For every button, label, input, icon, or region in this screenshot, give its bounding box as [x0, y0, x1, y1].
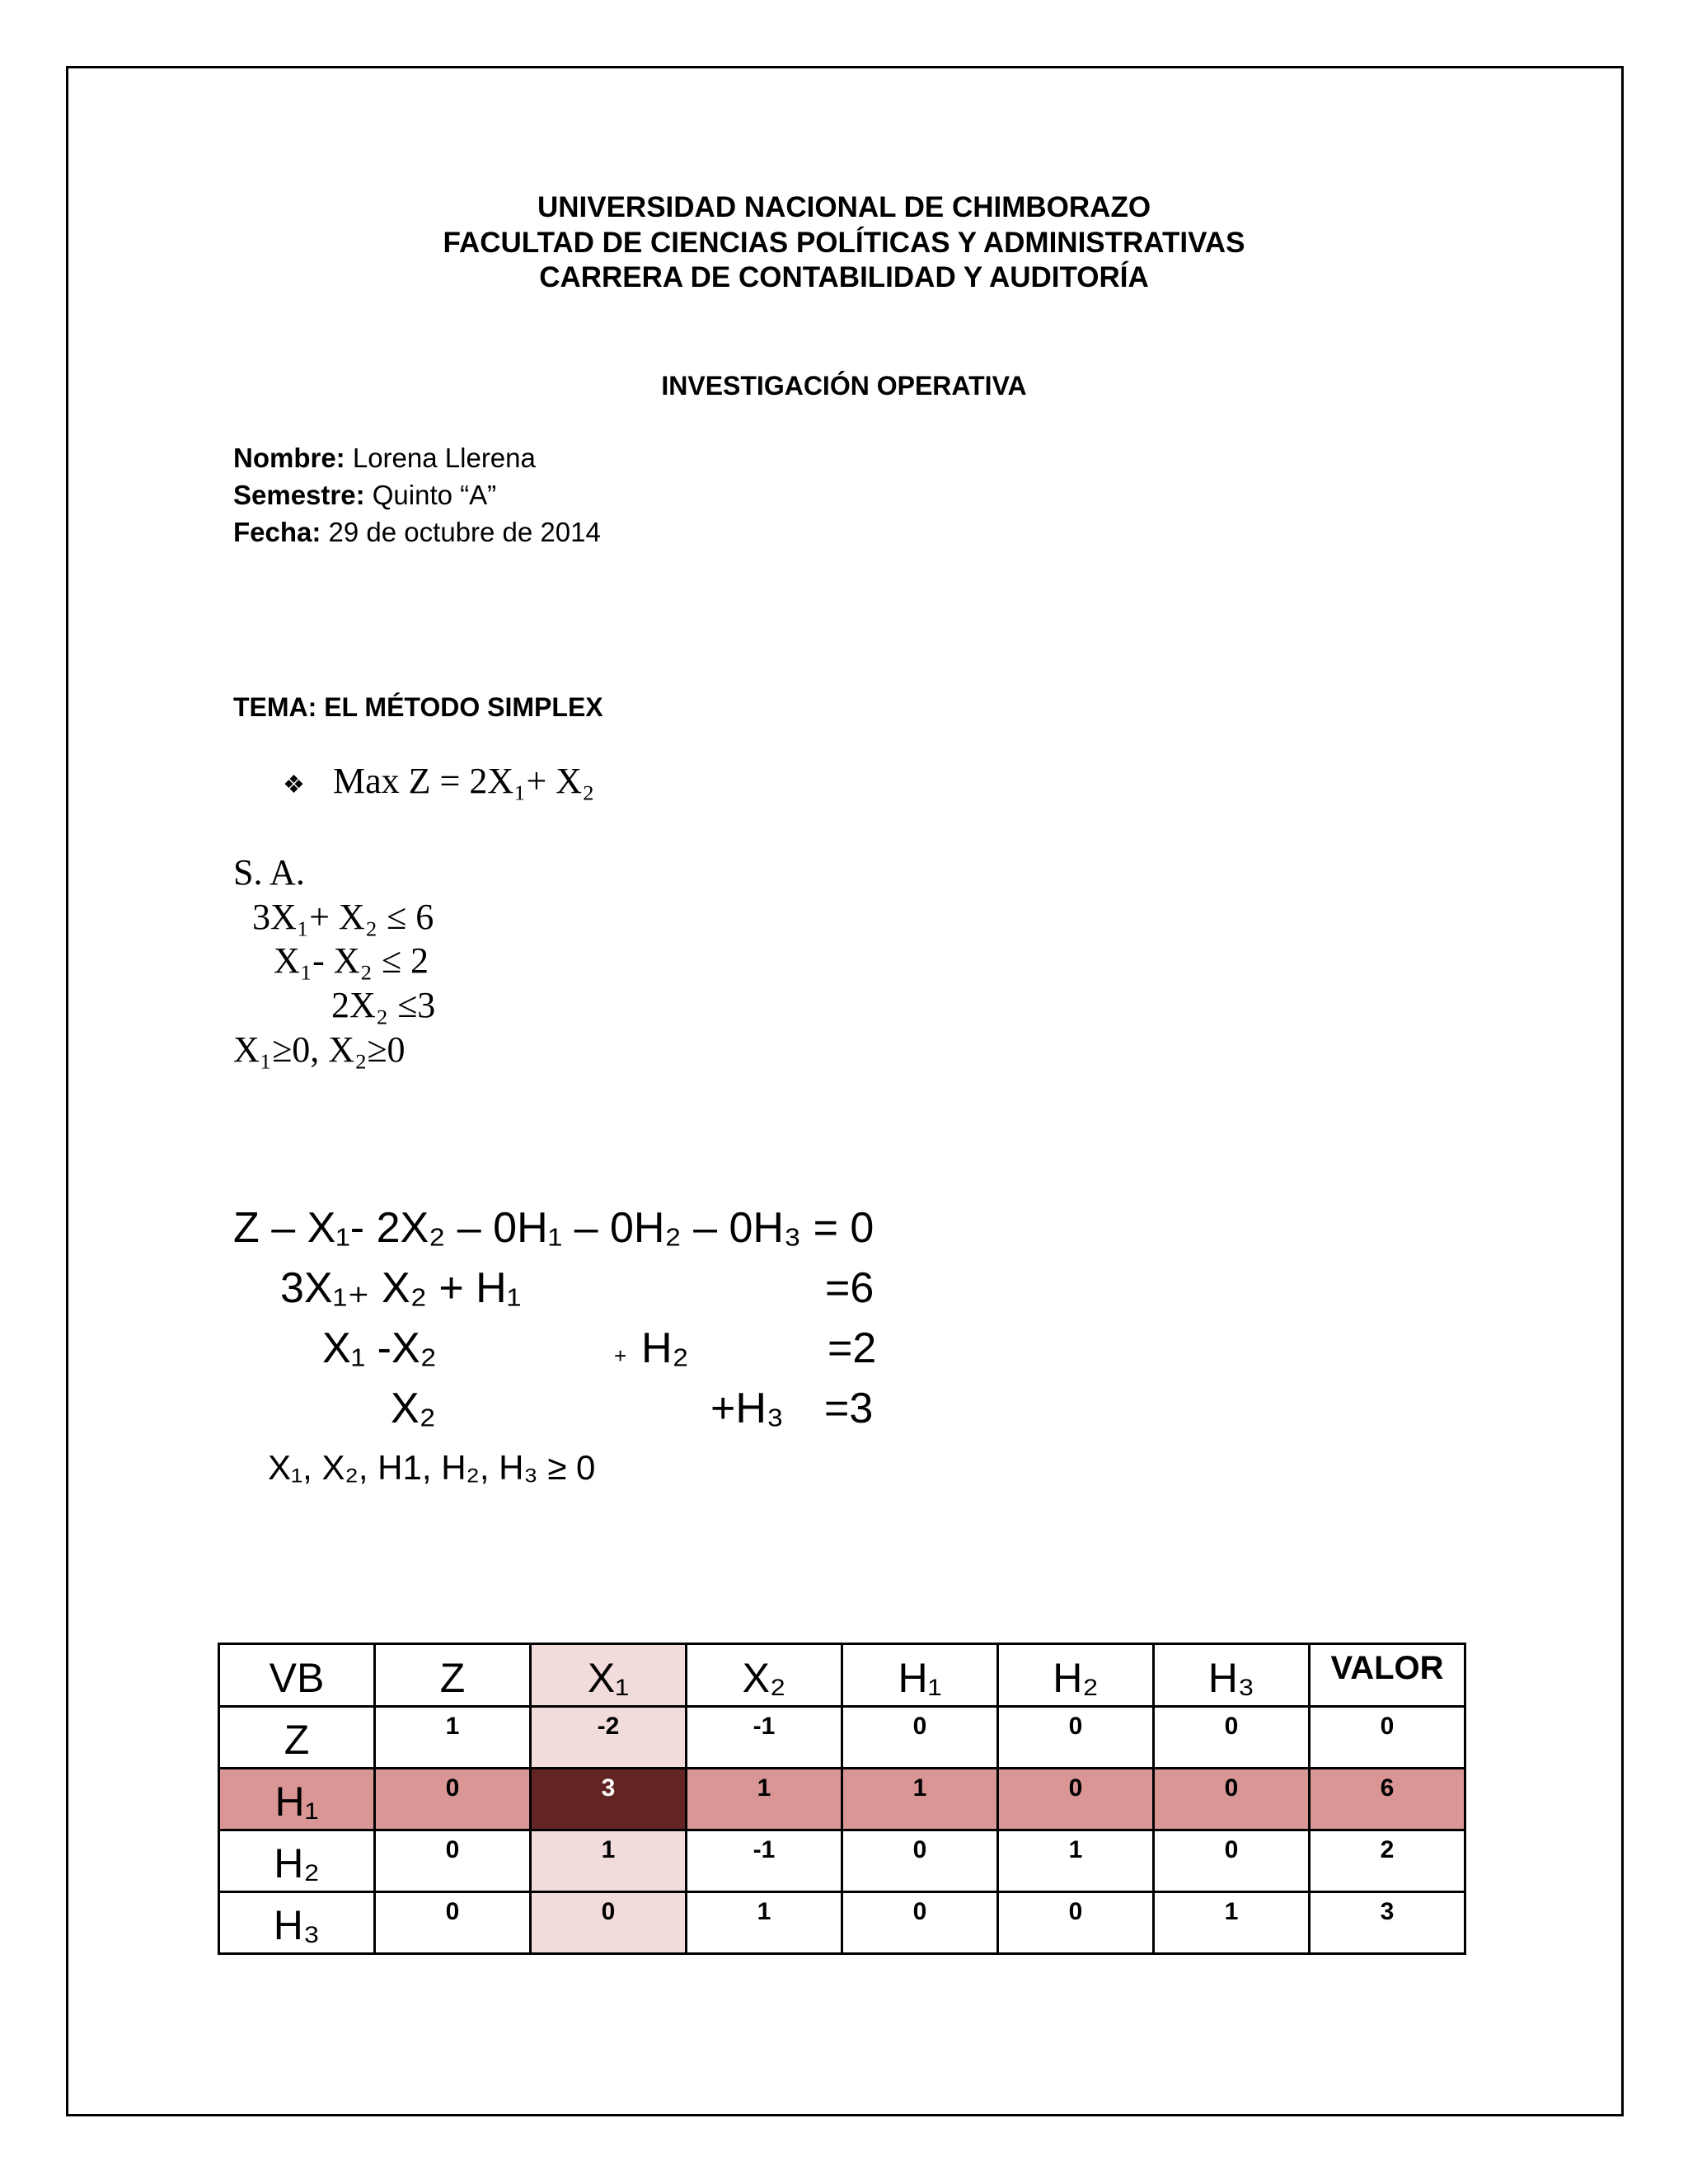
table-cell: 3 — [1310, 1892, 1465, 1954]
semester-line — [233, 480, 496, 511]
basic-variable-cell: H₂ — [219, 1830, 375, 1892]
table-cell: 0 — [375, 1892, 531, 1954]
table-cell: 0 — [1310, 1707, 1465, 1769]
nonnegativity-constraint: X₁≥0, X₂≥0 — [233, 1029, 406, 1070]
header-cell: X₂ — [687, 1644, 842, 1707]
table-cell: 1 — [687, 1892, 842, 1954]
basic-variable-cell: H₁ — [219, 1769, 375, 1830]
name-line — [233, 443, 536, 474]
table-cell: 1 — [687, 1769, 842, 1830]
topic-heading: TEMA: EL MÉTODO SIMPLEX — [233, 692, 603, 722]
constraint-2: X₁- X₂ ≤ 2 — [274, 940, 429, 981]
pivot-cell: 3 — [531, 1769, 687, 1830]
table-cell: 0 — [842, 1892, 998, 1954]
date-label: Fecha: — [233, 517, 321, 547]
pivot-row — [219, 1769, 1465, 1830]
table-cell: 0 — [375, 1830, 531, 1892]
table-cell: 0 — [1154, 1769, 1310, 1830]
std-row-2-slack: H₂ — [641, 1324, 689, 1372]
name-value: Lorena Llerena — [345, 443, 536, 473]
tableau-header-row — [219, 1644, 1465, 1707]
table-row — [219, 1830, 1465, 1892]
faculty-title: FACULTAD DE CIENCIAS POLÍTICAS Y ADMINISTRATIVAS — [443, 227, 1245, 259]
table-cell: 1 — [1154, 1892, 1310, 1954]
basic-variable-cell: H₃ — [219, 1892, 375, 1954]
semester-label: Semestre: — [233, 480, 365, 510]
career-title: CARRERA DE CONTABILIDAD Y AUDITORÍA — [539, 261, 1149, 293]
std-row-3-slack: +H₃ — [710, 1385, 785, 1432]
header-cell: H₁ — [842, 1644, 998, 1707]
basic-variable-cell: Z — [219, 1707, 375, 1769]
std-row-3-rhs: =3 — [824, 1385, 874, 1432]
constraint-3: 2X₂ ≤3 — [331, 985, 436, 1025]
table-cell: 0 — [1154, 1830, 1310, 1892]
bullet-icon: ❖ — [283, 771, 305, 799]
table-cell: 0 — [531, 1892, 687, 1954]
table-cell: 1 — [375, 1707, 531, 1769]
table-cell: 0 — [998, 1769, 1154, 1830]
table-cell: 1 — [998, 1830, 1154, 1892]
table-cell: 2 — [1310, 1830, 1465, 1892]
table-cell: -1 — [687, 1707, 842, 1769]
table-cell: 0 — [1154, 1707, 1310, 1769]
std-row-2-lhs: X₁ -X₂ — [322, 1324, 437, 1372]
university-title: UNIVERSIDAD NACIONAL DE CHIMBORAZO — [537, 191, 1151, 223]
header-cell: Z — [375, 1644, 531, 1707]
table-row — [219, 1707, 1465, 1769]
std-nonnegativity: X₁, X₂, H1, H₂, H₃ ≥ 0 — [268, 1448, 596, 1487]
std-row-2-rhs: =2 — [828, 1324, 877, 1372]
table-cell: -1 — [687, 1830, 842, 1892]
semester-value: Quinto “A” — [364, 480, 497, 510]
table-cell: 0 — [842, 1830, 998, 1892]
subject-title: INVESTIGACIÓN OPERATIVA — [661, 371, 1027, 401]
table-cell: 1 — [842, 1769, 998, 1830]
table-row — [219, 1892, 1465, 1954]
header-cell: VB — [219, 1644, 375, 1707]
std-row-3-lhs: X₂ — [391, 1385, 436, 1432]
table-cell: 0 — [842, 1707, 998, 1769]
std-row-2-plus: + — [614, 1343, 627, 1368]
header-cell: H₃ — [1154, 1644, 1310, 1707]
header-cell: VALOR — [1310, 1644, 1465, 1707]
std-row-1-lhs: 3X₁₊ X₂ + H₁ — [280, 1264, 522, 1312]
table-cell: 6 — [1310, 1769, 1465, 1830]
header-cell: X₁ — [531, 1644, 687, 1707]
std-z-row: Z – X₁- 2X₂ – 0H₁ – 0H₂ – 0H₃ = 0 — [233, 1204, 874, 1252]
table-cell: 0 — [998, 1892, 1154, 1954]
table-cell: 0 — [998, 1707, 1154, 1769]
table-cell: -2 — [531, 1707, 687, 1769]
name-label: Nombre: — [233, 443, 345, 473]
header-cell: H₂ — [998, 1644, 1154, 1707]
date-line — [233, 517, 601, 548]
subject-to-label: S. A. — [233, 852, 305, 893]
objective-function: Max Z = 2X₁+ X₂ — [333, 761, 595, 801]
simplex-tableau — [218, 1643, 1466, 1955]
table-cell: 0 — [375, 1769, 531, 1830]
table-cell: 1 — [531, 1830, 687, 1892]
constraint-1: 3X₁+ X₂ ≤ 6 — [252, 897, 434, 937]
std-row-1-rhs: =6 — [825, 1264, 874, 1312]
date-value: 29 de octubre de 2014 — [321, 517, 601, 547]
